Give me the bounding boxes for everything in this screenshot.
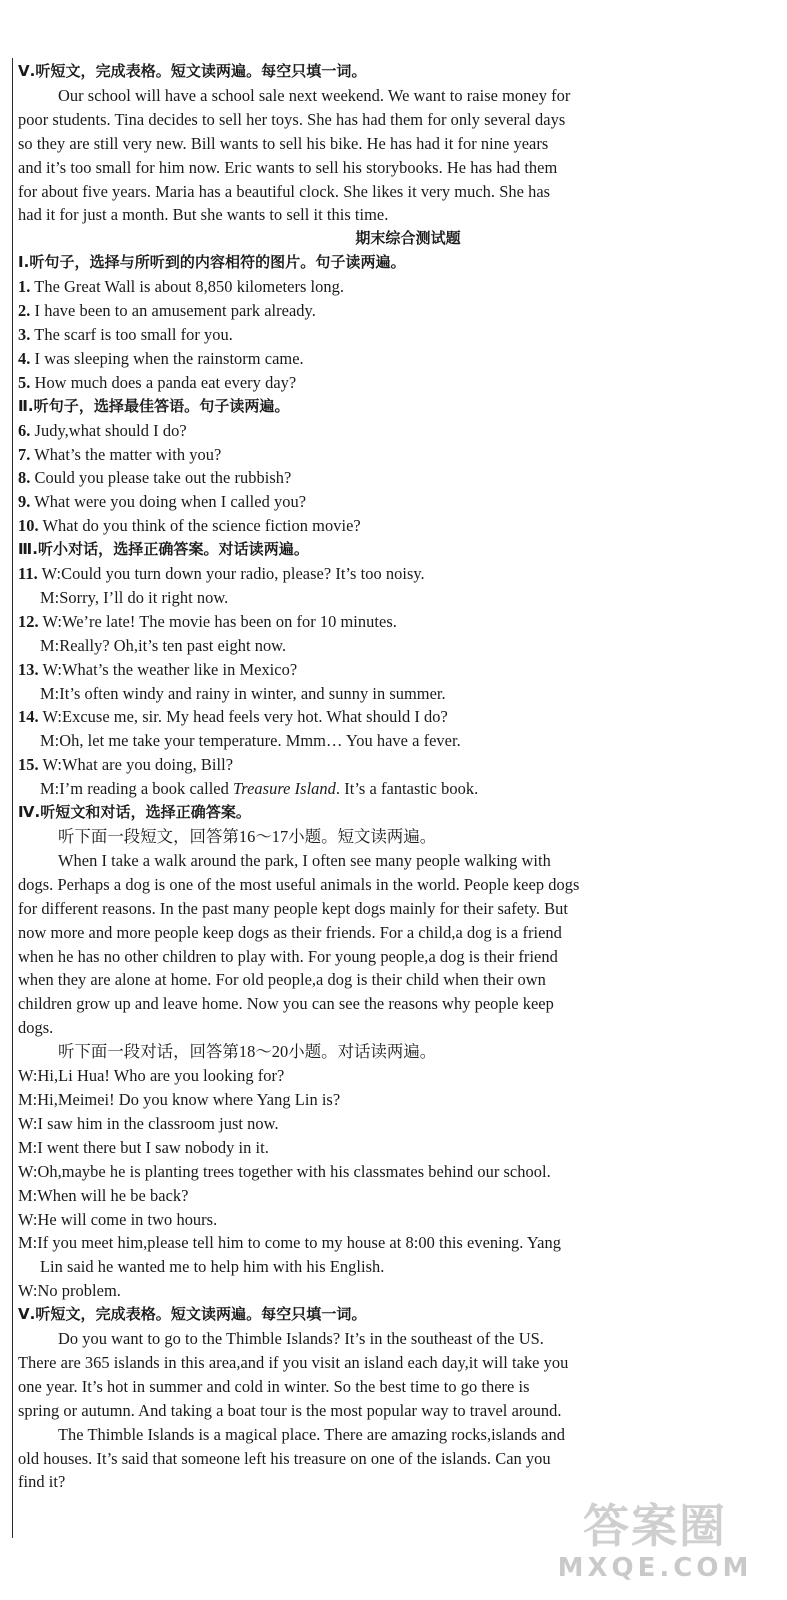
passage-line: one year. It’s hot in summer and cold in winter. So the best time to go there is xyxy=(18,1376,530,1396)
passage-line: had it for just a month. But she wants to sell it this time. xyxy=(18,205,389,225)
dialog-text: . It’s a fantastic book. xyxy=(335,779,479,799)
section-iv-header: Ⅳ.听短文和对话，选择正确答案。 xyxy=(18,803,251,822)
site-watermark xyxy=(540,1500,770,1596)
passage-line: dogs. Perhaps a dog is one of the most useful animals in the world. People keep dogs xyxy=(18,874,580,894)
question-number: 8. xyxy=(18,468,31,488)
listening-instruction: 听下面一段对话，回答第18～20小题。对话读两遍。 xyxy=(58,1042,437,1062)
listening-instruction: 听下面一段短文，回答第16～17小题。短文读两遍。 xyxy=(58,827,437,846)
question-number: 6. xyxy=(18,420,31,440)
section-v-header: Ⅴ.听短文，完成表格。短文读两遍。每空只填一词。 xyxy=(18,62,367,80)
passage-line: spring or autumn. And taking a boat tour is the most popular way to travel around. xyxy=(18,1400,562,1420)
question-text: I was sleeping when the rainstorm came. xyxy=(30,348,304,368)
question-text: The scarf is too small for you. xyxy=(30,324,233,344)
question-item xyxy=(18,347,774,371)
passage-line: so they are still very new. Bill wants to sell his bike. He has had it for nine years xyxy=(18,133,549,153)
question-number: 7. xyxy=(18,444,31,464)
question-item xyxy=(18,419,774,443)
question-text: I have been to an amusement park already. xyxy=(30,301,316,321)
dialog-m-line: M:It’s often windy and rainy in winter, and sunny in summer. xyxy=(40,683,446,703)
passage-line: for about five years. Maria has a beautiful clock. She likes it very much. She has xyxy=(18,181,551,201)
dialog-w-line xyxy=(18,753,774,777)
question-text: Judy,what should I do? xyxy=(30,420,187,440)
passage-line: old houses. It’s said that someone left his treasure on one of the islands. Can you xyxy=(18,1448,551,1468)
dialog-text: W:Excuse me, sir. My head feels very hot. What should I do? xyxy=(38,707,448,727)
question-number: 14. xyxy=(18,707,39,727)
watermark-url: MXQE.COM xyxy=(557,1553,753,1583)
question-number: 2. xyxy=(18,301,31,321)
question-number: 5. xyxy=(18,372,31,392)
question-number: 11. xyxy=(18,564,38,584)
dialog-m-line: M:Oh, let me take your temperature. Mmm… You have a fever. xyxy=(40,731,461,751)
question-text: The Great Wall is about 8,850 kilometers long. xyxy=(30,277,345,297)
dialog-line: W:Oh,maybe he is planting trees together with his classmates behind our school. xyxy=(18,1161,551,1181)
watermark-logo-text: 答案圈 xyxy=(583,1499,727,1553)
book-title: Treasure Island xyxy=(233,779,336,799)
passage-line: dogs. xyxy=(18,1018,54,1038)
dialog-line: M:I went there but I saw nobody in it. xyxy=(18,1137,269,1157)
question-item xyxy=(18,443,774,467)
section-iii-header: Ⅲ.听小对话，选择正确答案。对话读两遍。 xyxy=(18,540,309,559)
dialog-m-line xyxy=(18,777,774,801)
dialog-line: W:He will come in two hours. xyxy=(18,1209,218,1229)
dialog-text: W:What’s the weather like in Mexico? xyxy=(38,659,298,679)
passage-line: children grow up and leave home. Now you can see the reasons why people keep xyxy=(18,994,554,1014)
dialog-line: M:When will he be back? xyxy=(18,1185,189,1205)
question-text: What’s the matter with you? xyxy=(30,444,222,464)
question-item xyxy=(18,299,774,323)
question-number: 12. xyxy=(18,611,39,631)
question-text: Could you please take out the rubbish? xyxy=(30,468,292,488)
left-margin-rule xyxy=(12,58,13,1538)
dialog-text: W:Could you turn down your radio, please? It’s too noisy. xyxy=(37,564,425,584)
passage-line: Our school will have a school sale next weekend. We want to raise money for xyxy=(58,85,571,105)
passage-line: When I take a walk around the park, I often see many people walking with xyxy=(58,850,551,870)
passage-line: There are 365 islands in this area,and if you visit an island each day,it will take you xyxy=(18,1352,569,1372)
question-number: 9. xyxy=(18,492,31,512)
dialog-line: M:Hi,Meimei! Do you know where Yang Lin is? xyxy=(18,1089,341,1109)
dialog-w-line xyxy=(18,562,774,586)
dialog-text: M:I’m reading a book called xyxy=(40,779,234,799)
section-v-header: Ⅴ.听短文，完成表格。短文读两遍。每空只填一词。 xyxy=(18,1305,367,1324)
section-ii-header: Ⅱ.听句子，选择最佳答语。句子读两遍。 xyxy=(18,396,290,415)
question-number: 4. xyxy=(18,348,31,368)
question-text: What do you think of the science fiction movie? xyxy=(38,516,361,536)
section-i-header: Ⅰ.听句子，选择与所听到的内容相符的图片。句子读两遍。 xyxy=(18,253,406,272)
dialog-m-line: M:Really? Oh,it’s ten past eight now. xyxy=(40,635,287,655)
passage-line: when they are alone at home. For old people,a dog is their child when their own xyxy=(18,970,546,990)
passage-line: now more and more people keep dogs as their friends. For a child,a dog is a friend xyxy=(18,922,562,942)
question-item xyxy=(18,490,774,514)
dialog-w-line xyxy=(18,658,774,682)
passage-line: poor students. Tina decides to sell her toys. She has had them for only several days xyxy=(18,109,566,129)
question-number: 1. xyxy=(18,277,31,297)
passage-line: and it’s too small for him now. Eric wants to sell his storybooks. He has had them xyxy=(18,157,558,177)
dialog-line: M:If you meet him,please tell him to come to my house at 8:00 this evening. Yang xyxy=(18,1233,561,1253)
question-item xyxy=(18,466,774,490)
passage-line: for different reasons. In the past many people kept dogs mainly for their safety. But xyxy=(18,898,568,918)
dialog-text: W:We’re late! The movie has been on for 10 minutes. xyxy=(38,611,397,631)
exam-page xyxy=(18,60,774,1494)
question-number: 10. xyxy=(18,516,39,536)
dialog-line: W:I saw him in the classroom just now. xyxy=(18,1113,279,1133)
question-text: What were you doing when I called you? xyxy=(30,492,307,512)
dialog-line: W:No problem. xyxy=(18,1281,121,1301)
dialog-w-line xyxy=(18,610,774,634)
dialog-m-line: M:Sorry, I’ll do it right now. xyxy=(40,587,229,607)
question-item xyxy=(18,371,774,395)
question-item xyxy=(18,275,774,299)
passage-line: The Thimble Islands is a magical place. There are amazing rocks,islands and xyxy=(58,1424,565,1444)
passage-line: Do you want to go to the Thimble Islands? It’s in the southeast of the US. xyxy=(58,1329,544,1349)
question-text: How much does a panda eat every day? xyxy=(30,372,297,392)
dialog-w-line xyxy=(18,705,774,729)
passage-line: when he has no other children to play with. For young people,a dog is their friend xyxy=(18,946,558,966)
passage-line: find it? xyxy=(18,1472,66,1492)
dialog-line: W:Hi,Li Hua! Who are you looking for? xyxy=(18,1066,285,1086)
question-item xyxy=(18,514,774,538)
question-number: 15. xyxy=(18,755,39,775)
dialog-text: W:What are you doing, Bill? xyxy=(38,755,234,775)
question-number: 13. xyxy=(18,659,39,679)
question-number: 3. xyxy=(18,324,31,344)
dialog-line: Lin said he wanted me to help him with his English. xyxy=(40,1257,385,1277)
exam-title: 期末综合测试题 xyxy=(355,229,461,248)
question-item xyxy=(18,323,774,347)
